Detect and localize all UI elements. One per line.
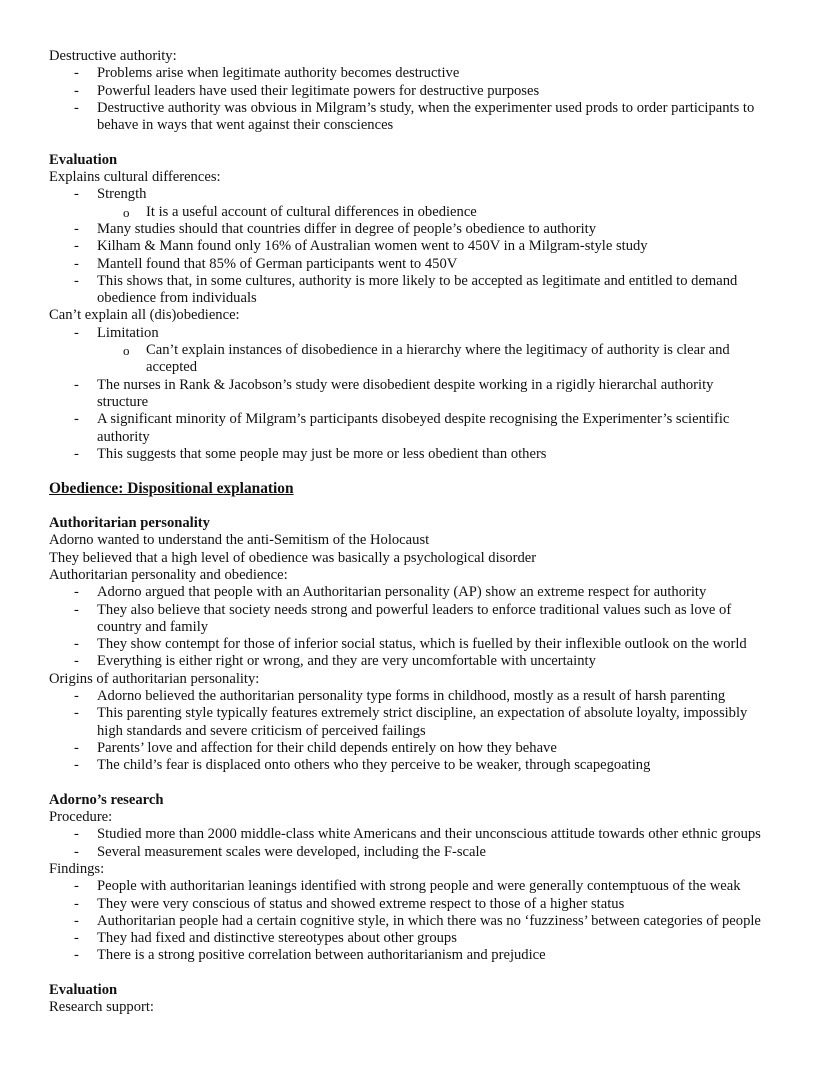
paragraph-line: Explains cultural differences: — [49, 169, 221, 186]
spacer — [49, 965, 808, 982]
spacer — [49, 134, 808, 151]
bullet-item — [49, 653, 808, 670]
bullet-item — [49, 705, 808, 740]
subheading: Adorno’s research — [49, 791, 164, 808]
bullet-item — [49, 584, 808, 601]
bullet-item — [49, 238, 808, 255]
bullet-text: The nurses in Rank & Jacobson’s study were disobedient despite working in a rigidly hierarchal authority — [97, 376, 714, 393]
bullet-item — [49, 740, 808, 757]
dash-bullet-icon: - — [74, 878, 79, 895]
paragraph-line: Procedure: — [49, 809, 113, 826]
bullet-item — [49, 411, 808, 446]
bullet-text: There is a strong positive correlation between authoritarianism and prejudice — [97, 947, 546, 964]
bullet-item — [49, 826, 808, 843]
spacer — [49, 774, 808, 791]
bullet-item — [49, 688, 808, 705]
subheading: Evaluation — [49, 151, 118, 168]
bullet-text: Many studies should that countries differ in degree of people’s obedience to authority — [97, 220, 597, 237]
bullet-item — [49, 377, 808, 412]
bullet-text: They were very conscious of status and showed extreme respect to those of a higher status — [97, 895, 625, 912]
dash-bullet-icon: - — [74, 220, 79, 237]
bullet-item — [49, 186, 808, 203]
paragraph-line: Destructive authority: — [49, 48, 177, 64]
bullet-item — [49, 221, 808, 238]
dash-bullet-icon: - — [74, 687, 79, 704]
bullet-text: Strength — [97, 186, 147, 203]
bullet-text: They show contempt for those of inferior social status, which is fuelled by their inflexible outlook on the world — [97, 636, 747, 653]
bullet-item — [49, 947, 808, 964]
dash-bullet-icon: - — [74, 65, 79, 82]
bullet-text: Mantell found that 85% of German participants went to 450V — [97, 255, 458, 272]
paragraph-line: Origins of authoritarian personality: — [49, 670, 260, 687]
dash-bullet-icon: - — [74, 584, 79, 601]
bullet-text: People with authoritarian leanings identified with strong people and were generally contemptuous of the weak — [97, 878, 741, 895]
dash-bullet-icon: - — [74, 636, 79, 653]
dash-bullet-icon: - — [74, 445, 79, 462]
sub-bullet-item — [49, 204, 808, 221]
sub-bullet-item — [49, 342, 808, 377]
bullet-text: They had fixed and distinctive stereotypes about other groups — [97, 930, 457, 947]
bullet-text: accepted — [146, 359, 198, 376]
bullet-text: Studied more than 2000 middle-class white Americans and their unconscious attitude towards other ethnic groups — [97, 826, 761, 843]
dash-bullet-icon: - — [74, 895, 79, 912]
bullet-text: behave in ways that went against their consciences — [97, 117, 394, 134]
bullet-text: Can’t explain instances of disobedience in a hierarchy where the legitimacy of authority is clear and — [146, 342, 730, 359]
bullet-text: high standards and severe criticism of perceived failings — [97, 722, 426, 739]
bullet-text: It is a useful account of cultural differences in obedience — [146, 203, 477, 220]
dash-bullet-icon: - — [74, 653, 79, 670]
spacer — [49, 498, 808, 515]
dash-bullet-icon: - — [74, 930, 79, 947]
dash-bullet-icon: - — [74, 238, 79, 255]
dash-bullet-icon: - — [74, 99, 79, 116]
spacer — [49, 463, 808, 480]
dash-bullet-icon: - — [74, 826, 79, 843]
paragraph-line: Research support: — [49, 999, 154, 1016]
dash-bullet-icon: - — [74, 912, 79, 929]
dash-bullet-icon: - — [74, 757, 79, 774]
bullet-text: This shows that, in some cultures, authority is more likely to be accepted as legitimate and entitled to demand — [97, 272, 738, 289]
circle-bullet-icon: o — [123, 343, 130, 359]
bullet-item — [49, 325, 808, 342]
dash-bullet-icon: - — [74, 947, 79, 964]
section-heading: Obedience: Dispositional explanation — [49, 480, 294, 498]
bullet-text: Limitation — [97, 324, 159, 341]
bullet-text: A significant minority of Milgram’s participants disobeyed despite recognising the Experimenter’s scientific — [97, 411, 730, 428]
bullet-item — [49, 636, 808, 653]
dash-bullet-icon: - — [74, 601, 79, 618]
bullet-item — [49, 256, 808, 273]
dash-bullet-icon: - — [74, 705, 79, 722]
paragraph-line: They believed that a high level of obedience was basically a psychological disorder — [49, 549, 537, 566]
bullet-item — [49, 446, 808, 463]
bullet-item — [49, 273, 808, 308]
bullet-text: Adorno argued that people with an Authoritarian personality (AP) show an extreme respect for authority — [97, 584, 707, 601]
bullet-text: structure — [97, 393, 149, 410]
bullet-item — [49, 757, 808, 774]
bullet-item — [49, 100, 808, 135]
paragraph-line: Adorno wanted to understand the anti-Semitism of the Holocaust — [49, 532, 430, 549]
paragraph-line: Authoritarian personality and obedience: — [49, 566, 288, 583]
bullet-text: Adorno believed the authoritarian personality type forms in childhood, mostly as a result of harsh parenting — [97, 687, 726, 704]
bullet-text: Problems arise when legitimate authority becomes destructive — [97, 65, 460, 82]
dash-bullet-icon: - — [74, 376, 79, 393]
bullet-text: authority — [97, 428, 150, 445]
bullet-text: Everything is either right or wrong, and they are very uncomfortable with uncertainty — [97, 653, 596, 670]
bullet-text: Several measurement scales were developed, including the F-scale — [97, 843, 487, 860]
bullet-item — [49, 913, 808, 930]
subheading: Authoritarian personality — [49, 515, 210, 532]
bullet-text: This suggests that some people may just be more or less obedient than others — [97, 445, 547, 462]
paragraph-line: Findings: — [49, 860, 105, 877]
dash-bullet-icon: - — [74, 411, 79, 428]
bullet-text: Parents’ love and affection for their child depends entirely on how they behave — [97, 739, 557, 756]
dash-bullet-icon: - — [74, 186, 79, 203]
dash-bullet-icon: - — [74, 739, 79, 756]
bullet-text: Kilham & Mann found only 16% of Australian women went to 450V in a Milgram-style study — [97, 238, 648, 255]
bullet-text: Powerful leaders have used their legitimate powers for destructive purposes — [97, 82, 540, 99]
bullet-text: country and family — [97, 618, 209, 635]
dash-bullet-icon: - — [74, 272, 79, 289]
bullet-item — [49, 602, 808, 637]
bullet-text: obedience from individuals — [97, 290, 257, 307]
bullet-text: Authoritarian people had a certain cognitive style, in which there was no ‘fuzziness’ between categories of people — [97, 912, 761, 929]
bullet-text: Destructive authority was obvious in Milgram’s study, when the experimenter used prods to order participants to — [97, 99, 755, 116]
dash-bullet-icon: - — [74, 324, 79, 341]
bullet-item — [49, 896, 808, 913]
bullet-text: This parenting style typically features extremely strict discipline, an expectation of absolute loyalty, impossibly — [97, 705, 748, 722]
bullet-item — [49, 65, 808, 82]
bullet-text: They also believe that society needs strong and powerful leaders to enforce traditional values such as love of — [97, 601, 732, 618]
dash-bullet-icon: - — [74, 255, 79, 272]
dash-bullet-icon: - — [74, 82, 79, 99]
circle-bullet-icon: o — [123, 204, 130, 220]
paragraph-line: Can’t explain all (dis)obedience: — [49, 307, 240, 324]
subheading: Evaluation — [49, 982, 118, 999]
bullet-item — [49, 930, 808, 947]
dash-bullet-icon: - — [74, 843, 79, 860]
bullet-item — [49, 844, 808, 861]
bullet-text: The child’s fear is displaced onto others who they perceive to be weaker, through scapegoating — [97, 757, 651, 774]
bullet-item — [49, 83, 808, 100]
bullet-item — [49, 878, 808, 895]
